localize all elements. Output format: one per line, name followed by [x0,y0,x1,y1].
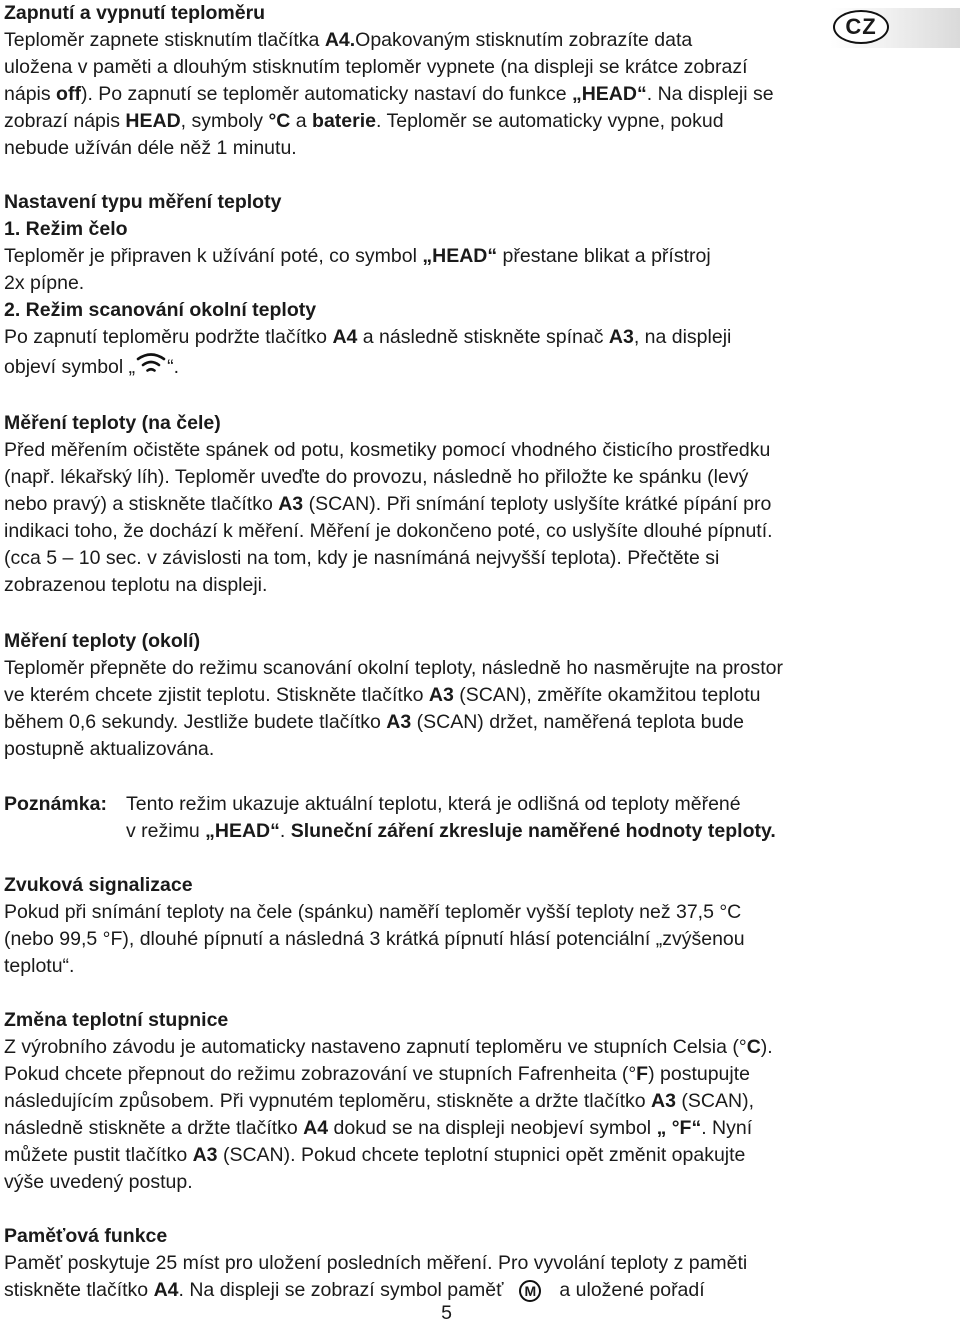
page-number: 5 [441,1302,452,1324]
paragraph-line: můžete pustit tlačítko A3 (SCAN). Pokud chcete teplotní stupnici opět změnit opakujte [4,1144,746,1166]
section-memory [4,1223,904,1304]
paragraph-line: Z výrobního závodu je automaticky nastaveno zapnutí teploměru ve stupních Celsia (°C). [4,1036,773,1058]
section-power [4,0,904,162]
paragraph-line: Paměť poskytuje 25 míst pro uložení posledních měření. Pro vyvolání teploty z paměti [4,1252,748,1274]
paragraph-line: následujícím způsobem. Při vypnutém teploměru, stiskněte a držte tlačítko A3 (SCAN), [4,1090,754,1112]
paragraph-line: během 0,6 sekundy. Jestliže budete tlačítko A3 (SCAN) držet, naměřená teplota bude [4,711,744,733]
note-line: Poznámka: Tento režim ukazuje aktuální teplotu, která je odlišná od teploty měřené [4,791,904,818]
section-title: Měření teploty (okolí) [4,630,201,652]
section-scale-change [4,1007,904,1196]
paragraph-line: (např. lékařský líh). Teploměr uveďte do provozu, následně ho přiložte ke spánku (levý [4,466,749,488]
section-title: Paměťová funkce [4,1225,168,1247]
section-title: Zapnutí a vypnutí teploměru [4,2,266,24]
language-badge-label: CZ [833,10,889,44]
paragraph-line: objeví symbol „ “. [4,351,904,385]
paragraph-line: nápis off). Po zapnutí se teploměr automaticky nastaví do funkce „HEAD“. Na displeji se [4,83,774,105]
section-ambient-measurement [4,628,904,763]
scan-wave-icon [135,351,167,385]
paragraph-line: nebo pravý) a stiskněte tlačítko A3 (SCAN). Při snímání teploty uslyšíte krátké pípání pro [4,493,772,515]
memory-icon: M [519,1280,541,1302]
section-title: Měření teploty (na čele) [4,412,221,434]
paragraph-line: zobrazí nápis HEAD, symboly °C a baterie. Teploměr se automaticky vypne, pokud [4,110,724,132]
paragraph-line: postupně aktualizována. [4,738,215,760]
paragraph-line: teplotu“. [4,955,75,977]
section-title: Zvuková signalizace [4,874,193,896]
paragraph-line: zobrazenou teplotu na displeji. [4,574,268,596]
paragraph-line: Teploměr přepněte do režimu scanování okolní teploty, následně ho nasměrujte na prostor [4,657,784,679]
paragraph-line: Teploměr je připraven k užívání poté, co symbol „HEAD“ přestane blikat a přístroj [4,245,711,267]
note-line: v režimu „HEAD“. Sluneční záření zkresluje naměřené hodnoty teploty. [126,820,776,842]
paragraph-line: Po zapnutí teploměru podržte tlačítko A4 a následně stiskněte spínač A3, na displeji [4,326,732,348]
paragraph-line: Před měřením očistěte spánek od potu, kosmetiky pomocí vhodného čisticího prostředku [4,439,771,461]
paragraph-line: stiskněte tlačítko A4. Na displeji se zobrazí symbol paměť M a uložené pořadí [4,1279,705,1301]
subsection-title: 1. Režim čelo [4,218,128,240]
paragraph-line: uložena v paměti a dlouhým stisknutím teploměr vypnete (na displeji se krátce zobrazí [4,56,748,78]
paragraph-line: 2x pípne. [4,272,85,294]
section-sound-signal [4,872,904,980]
paragraph-line: výše uvedený postup. [4,1171,193,1193]
page-content [4,0,904,1304]
paragraph-line: Teploměr zapnete stisknutím tlačítka A4.Opakovaným stisknutím zobrazíte data [4,29,693,51]
note-block [4,791,904,845]
section-measurement-type [4,189,904,385]
section-title: Změna teplotní stupnice [4,1009,229,1031]
paragraph-line: (cca 5 – 10 sec. v závislosti na tom, kdy je nasnímáná nejvyšší teplota). Přečtěte si [4,547,720,569]
paragraph-line: následně stiskněte a držte tlačítko A4 dokud se na displeji neobjeví symbol „ °F“. Nyní [4,1117,753,1139]
section-forehead-measurement [4,410,904,599]
note-label: Poznámka: [4,793,107,815]
paragraph-line: indikaci toho, že dochází k měření. Měření je dokončeno poté, co uslyšíte dlouhé pípnutí. [4,520,773,542]
paragraph-line: nebude užíván déle něž 1 minutu. [4,137,297,159]
paragraph-line: Pokud chcete přepnout do režimu zobrazování ve stupních Fafrenheita (°F) postupujte [4,1063,750,1085]
paragraph-line: Pokud při snímání teploty na čele (spánku) naměří teploměr vyšší teploty než 37,5 °C [4,901,742,923]
section-title: Nastavení typu měření teploty [4,191,282,213]
subsection-title: 2. Režim scanování okolní teploty [4,299,317,321]
paragraph-line: ve kterém chcete zjistit teplotu. Stiskněte tlačítko A3 (SCAN), změříte okamžitou teplotu [4,684,761,706]
paragraph-line: (nebo 99,5 °F), dlouhé pípnutí a následná 3 krátká pípnutí hlásí potenciální „zvýšenou [4,928,745,950]
